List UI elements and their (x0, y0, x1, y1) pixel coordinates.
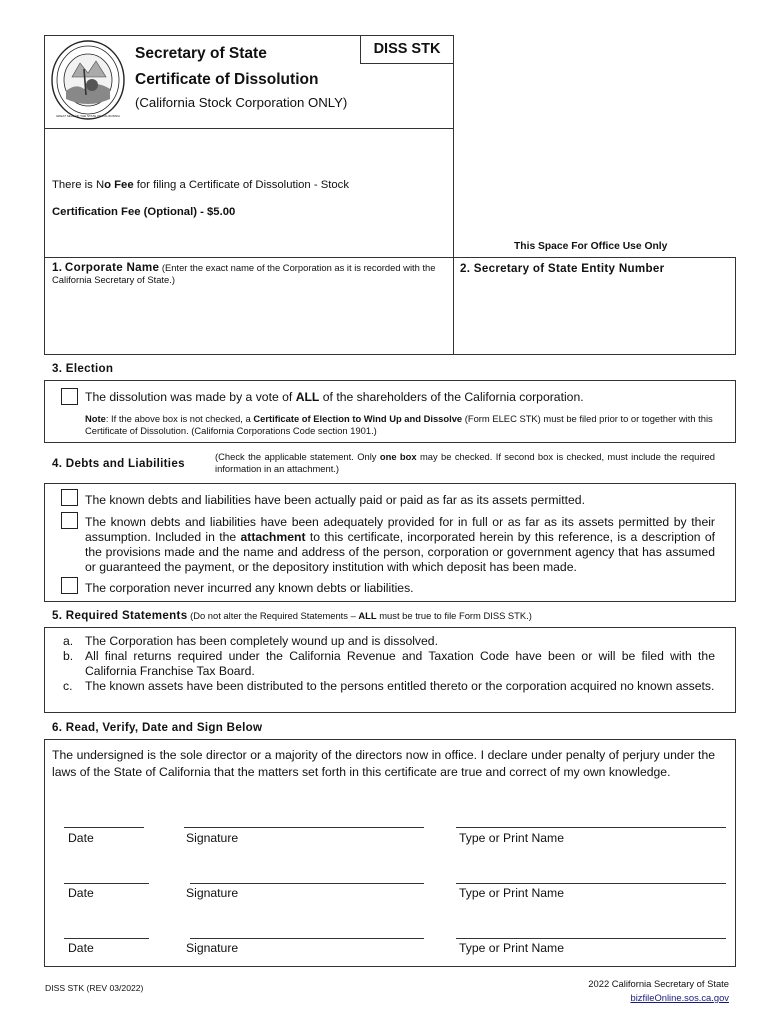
no-fee-text: There is No Fee for filing a Certificate of Dissolution - Stock (52, 179, 349, 191)
debts-provided-checkbox[interactable] (61, 512, 78, 529)
form-revision: DISS STK (REV 03/2022) (45, 983, 144, 993)
no-debts-checkbox[interactable] (61, 577, 78, 594)
date-label-1: Date (68, 831, 94, 845)
name-label-2: Type or Print Name (459, 886, 564, 900)
declaration-text: The undersigned is the sole director or a majority of the directors now in office. I declare under penalty of perjury under the laws of the State of California that the matters set forth in this certificate are true and correct of my own knowledge. (52, 748, 715, 779)
form-code: DISS STK (373, 41, 441, 57)
form-subnote: (California Stock Corporation ONLY) (135, 95, 348, 110)
election-heading: 3. Election (52, 362, 114, 375)
name-label-3: Type or Print Name (459, 941, 564, 955)
state-seal-icon (50, 39, 126, 121)
copyright: 2022 California Secretary of State (588, 978, 729, 989)
statement-b-text: All final returns required under the California Revenue and Taxation Code have been or will be filed with the California Franchise Tax Board. (85, 649, 715, 678)
form-subtitle: Certificate of Dissolution (135, 71, 319, 88)
election-checkbox[interactable] (61, 388, 78, 405)
seal-text: GREAT SEAL OF THE STATE OF CALIFORNIA (55, 114, 121, 118)
statement-a-letter: a. (63, 634, 74, 648)
date-line-2[interactable] (64, 883, 149, 884)
date-label-2: Date (68, 886, 94, 900)
statement-b-letter: b. (63, 649, 74, 663)
debts-hint: (Check the applicable statement. Only one box may be checked. If second box is checked, must include the required information in an attachment.) (215, 451, 715, 474)
debts-provided-option: The known debts and liabilities have been adequately provided for in full or as far as its assets permitted by their assumption. Included in the attachment to this certificate, incorporated herein by this reference, is a description of the provisions made and the name and address of the person, corporation or government agency that has assumed or guaranteed the payment, or the depository institution with which deposit has been made. (85, 515, 715, 574)
election-option: The dissolution was made by a vote of ALL of the shareholders of the California corporation. (85, 390, 584, 404)
date-line-1[interactable] (64, 827, 144, 828)
election-note: Note: If the above box is not checked, a Certificate of Election to Wind Up and Dissolve (Form ELEC STK) must be filed prior to or together with this Certificate of Dissolution. (California Corporations Code section 1901.) (85, 413, 713, 436)
signature-label-3: Signature (186, 941, 239, 955)
signature-label-2: Signature (186, 886, 239, 900)
signature-line-1[interactable] (184, 827, 424, 828)
name-label-1: Type or Print Name (459, 831, 564, 845)
date-line-3[interactable] (64, 938, 149, 939)
debts-heading: 4. Debts and Liabilities (52, 457, 185, 470)
statement-c-text: The known assets have been distributed to the persons entitled thereto or the corporation acquired no known assets. (85, 679, 715, 693)
certification-fee: Certification Fee (Optional) - $5.00 (52, 206, 236, 218)
office-use-label: This Space For Office Use Only (514, 241, 668, 252)
name-line-3[interactable] (456, 938, 726, 939)
corporate-name-input[interactable] (52, 298, 444, 348)
entity-number-label: 2. Secretary of State Entity Number (460, 262, 665, 275)
debts-paid-checkbox[interactable] (61, 489, 78, 506)
statement-c-letter: c. (63, 679, 73, 693)
signature-line-2[interactable] (190, 883, 424, 884)
date-label-3: Date (68, 941, 94, 955)
no-debts-option: The corporation never incurred any known debts or liabilities. (85, 581, 414, 595)
entity-number-input[interactable] (460, 285, 728, 347)
debts-paid-option: The known debts and liabilities have been actually paid or paid as far as its assets permitted. (85, 493, 585, 507)
website-link[interactable]: bizfileOnline.sos.ca.gov (630, 992, 729, 1003)
corporate-name-label: 1. Corporate Name (Enter the exact name of the Corporation as it is recorded with the California Secretary of State.) (52, 261, 436, 285)
sign-heading: 6. Read, Verify, Date and Sign Below (52, 721, 263, 734)
page-title: Secretary of State (135, 45, 267, 62)
signature-label-1: Signature (186, 831, 239, 845)
signature-line-3[interactable] (190, 938, 424, 939)
statement-a-text: The Corporation has been completely wound up and is dissolved. (85, 634, 438, 648)
fee-box (44, 129, 454, 258)
name-line-2[interactable] (456, 883, 726, 884)
name-line-1[interactable] (456, 827, 726, 828)
required-statements-heading: 5. Required Statements (Do not alter the Required Statements – ALL must be true to file Form DISS STK.) (52, 609, 532, 622)
